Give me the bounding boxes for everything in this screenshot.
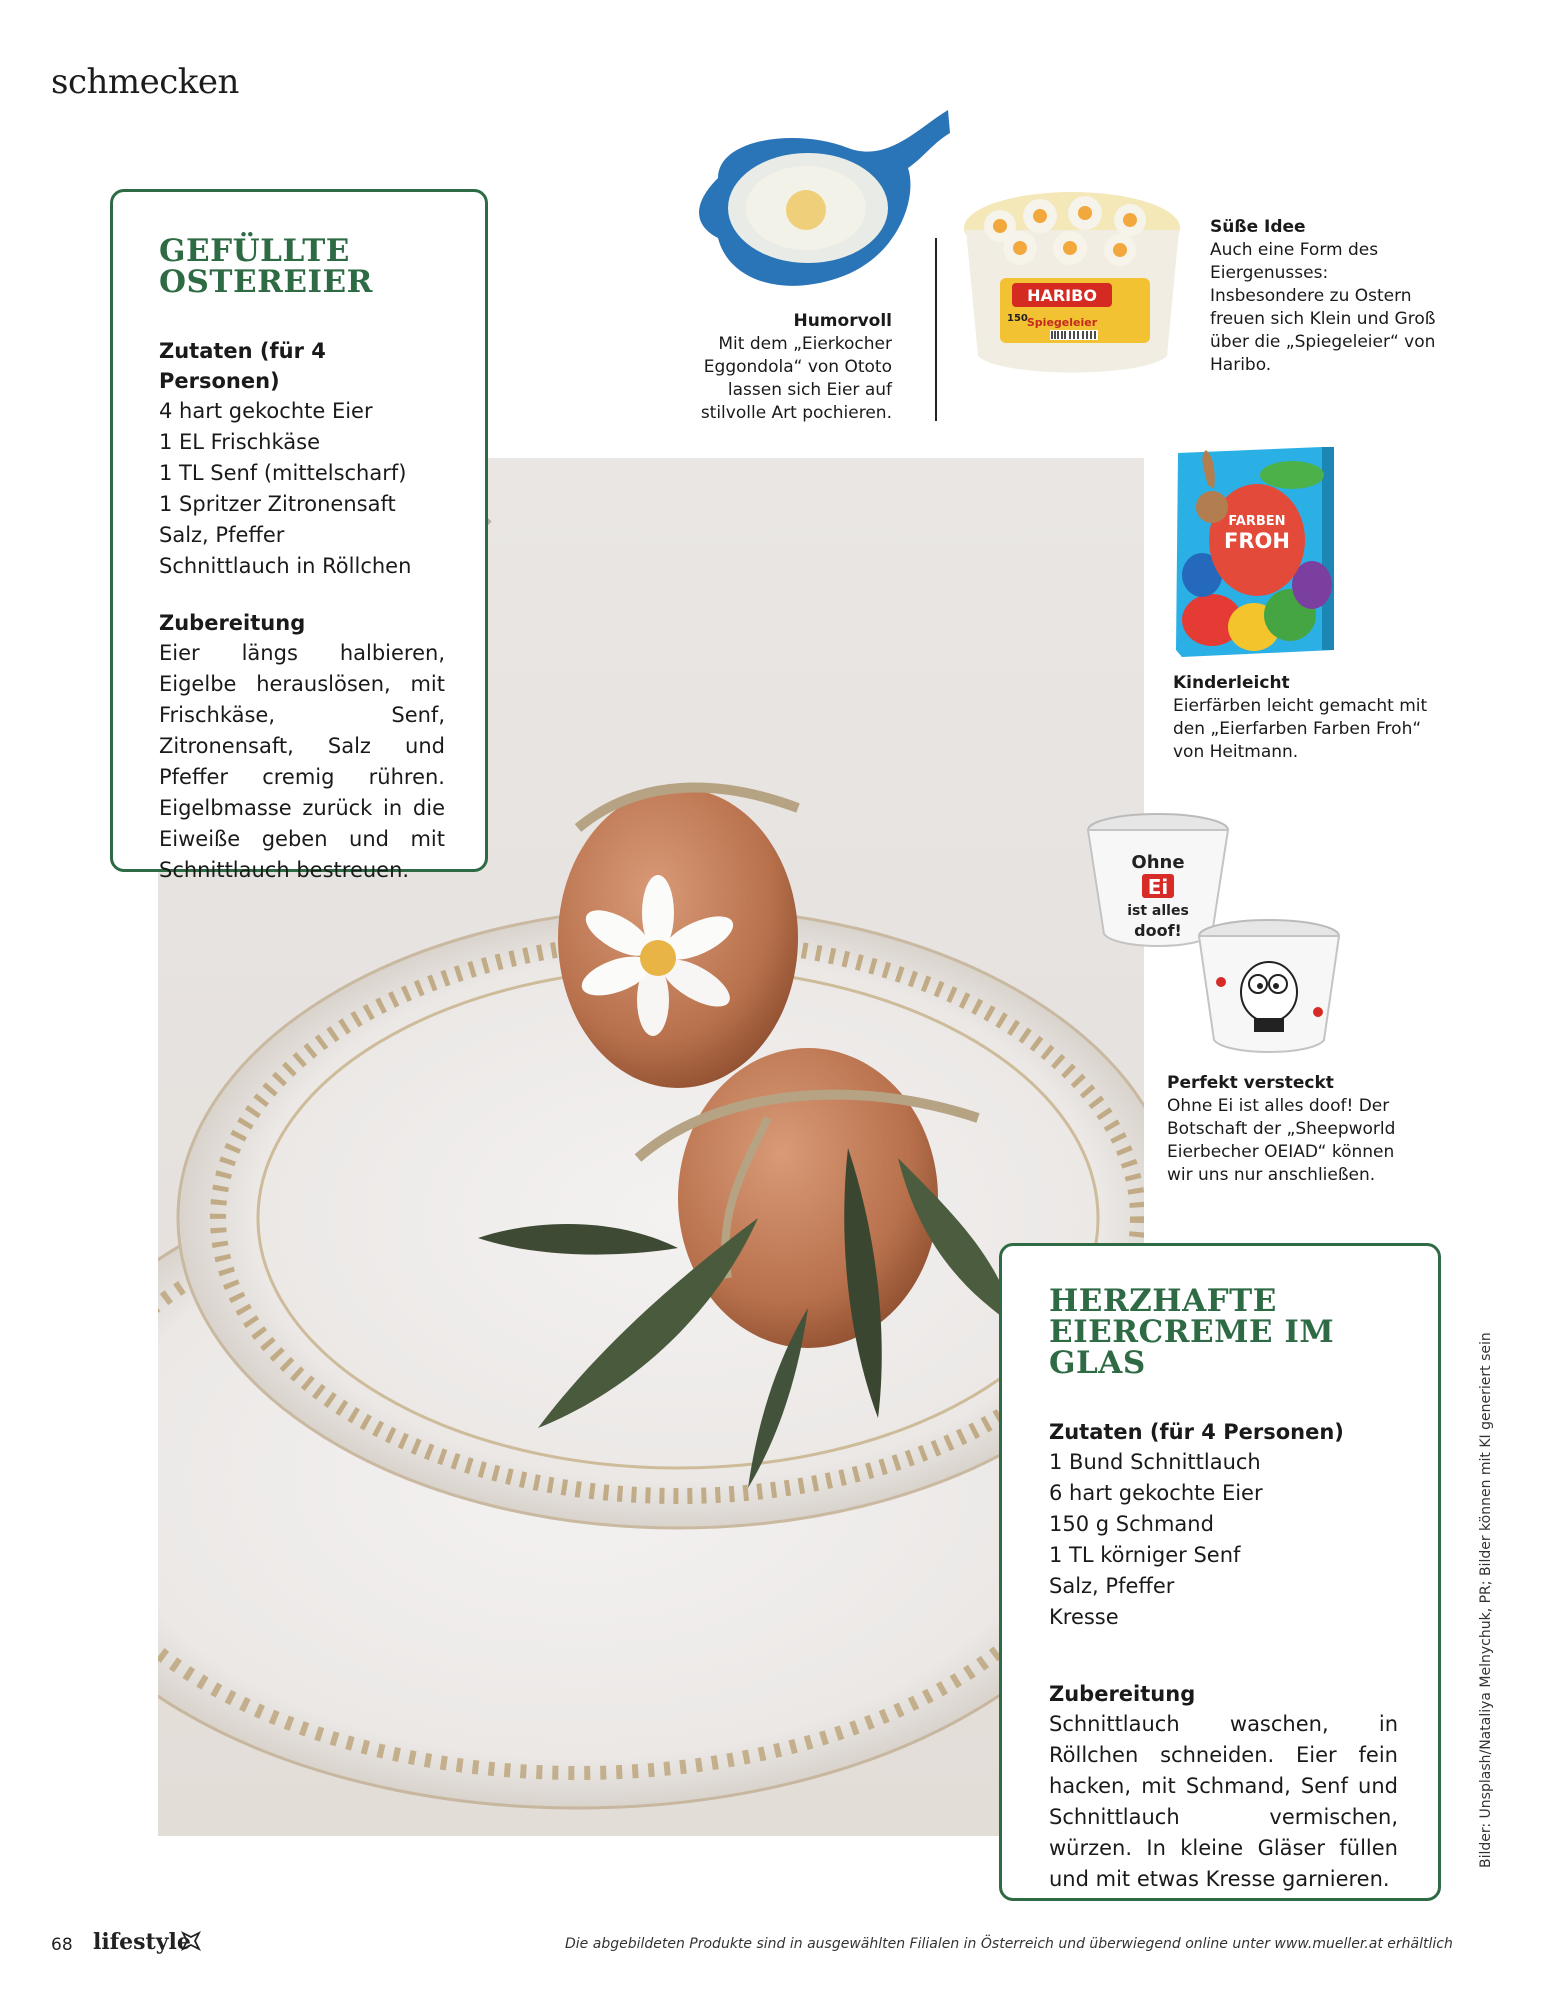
ingredient-item: Salz, Pfeffer	[1049, 1574, 1175, 1598]
ingredient-item: 1 Spritzer Zitronensaft	[159, 492, 396, 516]
humorvoll-caption	[660, 310, 892, 425]
preparation-text: Schnittlauch waschen, in Röllchen schneiden. Eier fein hacken, mit Schmand, Senf und Schnittlauch vermischen, würzen. In kleine Gläser füllen und mit etwas Kresse garnieren.	[1049, 1712, 1398, 1891]
recipe-title: HERZHAFTE EIERCREME IM GLAS	[1049, 1283, 1335, 1381]
ingredient-item: 1 TL körniger Senf	[1049, 1543, 1241, 1567]
ingredient-item: 4 hart gekochte Eier	[159, 399, 373, 423]
ingredient-item: 1 TL Senf (mittelscharf)	[159, 461, 407, 485]
cup-text-4: doof!	[1134, 921, 1182, 940]
haribo-count-label: 150	[1007, 313, 1028, 324]
ingredients-heading: Zutaten (für 4 Personen)	[159, 339, 326, 393]
footer-availability-note: Die abgebildeten Produkte sind in ausgewählten Filialen in Österreich und überwiegend online unter www.mueller.at erhältlich	[565, 1936, 1453, 1952]
cup-text-3: ist alles	[1127, 903, 1189, 919]
ingredient-item: Schnittlauch in Röllchen	[159, 554, 412, 578]
haribo-spiegeleier-image	[960, 188, 1185, 378]
recipe-card-herzhafte-eiercreme	[999, 1243, 1441, 1901]
ingredient-item: Kresse	[1049, 1605, 1119, 1629]
ingredient-item: 150 g Schmand	[1049, 1512, 1214, 1536]
humorvoll-text: Mit dem „Eierkocher Eggondola“ von Ototo lassen sich Eier auf stilvolle Art pochieren.	[700, 334, 892, 423]
page-number: 68	[51, 1935, 73, 1955]
preparation-heading: Zubereitung	[159, 611, 306, 635]
perfekt-versteckt-text: Ohne Ei ist alles doof! Der Botschaft der „Sheepworld Eierbecher OEIAD“ können wir uns nur anschließen.	[1167, 1096, 1396, 1185]
ingredients-heading: Zutaten (für 4 Personen)	[1049, 1420, 1344, 1444]
ingredient-item: 6 hart gekochte Eier	[1049, 1481, 1263, 1505]
farben-label-2: FROH	[1224, 529, 1290, 553]
eggondola-product-image	[688, 108, 956, 293]
cup-text-2: Ei	[1147, 875, 1169, 899]
preparation-text: Eier längs halbieren, Eigelbe herauslösen, mit Frischkäse, Senf, Zitronensaft, Salz und Pfeffer cremig rühren. Eigelbmasse zurück in die Eiweiße geben und mit Schnittlauch bestreuen.	[159, 641, 445, 882]
humorvoll-title: Humorvoll	[793, 311, 892, 331]
recipe-title: GEFÜLLTE OSTEREIER	[159, 233, 373, 300]
ingredients-list	[159, 396, 445, 582]
haribo-product-label: Spiegeleier	[1026, 316, 1098, 329]
ingredient-item: Salz, Pfeffer	[159, 523, 285, 547]
ingredient-item: 1 EL Frischkäse	[159, 430, 321, 454]
farben-froh-box-image	[1172, 445, 1337, 660]
haribo-brand-label: HARIBO	[1027, 286, 1097, 305]
ingredient-item: 1 Bund Schnittlauch	[1049, 1450, 1261, 1474]
kinderleicht-caption	[1173, 672, 1443, 764]
preparation-heading: Zubereitung	[1049, 1682, 1196, 1706]
magazine-brand: lifestyle	[93, 1929, 191, 1955]
section-label: schmecken	[51, 62, 239, 102]
recipe-card-gefuellte-ostereier	[110, 189, 488, 882]
kinderleicht-text: Eierfärben leicht gemacht mit den „Eierfarben Farben Froh“ von Heitmann.	[1173, 696, 1428, 762]
perfekt-versteckt-caption	[1167, 1072, 1417, 1187]
suesse-idee-caption	[1210, 216, 1442, 377]
kinderleicht-title: Kinderleicht	[1173, 673, 1290, 693]
ingredients-list	[1049, 1447, 1398, 1633]
farben-label-1: FARBEN	[1228, 514, 1286, 529]
perfekt-versteckt-title: Perfekt versteckt	[1167, 1073, 1334, 1093]
suesse-idee-text: Auch eine Form des Eiergenusses: Insbesondere zu Ostern freuen sich Klein und Groß über die „Spiegeleier“ von Haribo.	[1210, 240, 1436, 375]
suesse-idee-title: Süße Idee	[1210, 217, 1306, 237]
cup-text-1: Ohne	[1131, 852, 1185, 873]
divider-line	[935, 238, 937, 421]
image-credit: Bilder: Unsplash/Nataliya Melnychuk, PR; Bilder können mit KI generiert sein	[1478, 1332, 1494, 1868]
brand-logo-icon	[181, 1931, 201, 1951]
sheepworld-eggcups-image	[1086, 812, 1341, 1062]
